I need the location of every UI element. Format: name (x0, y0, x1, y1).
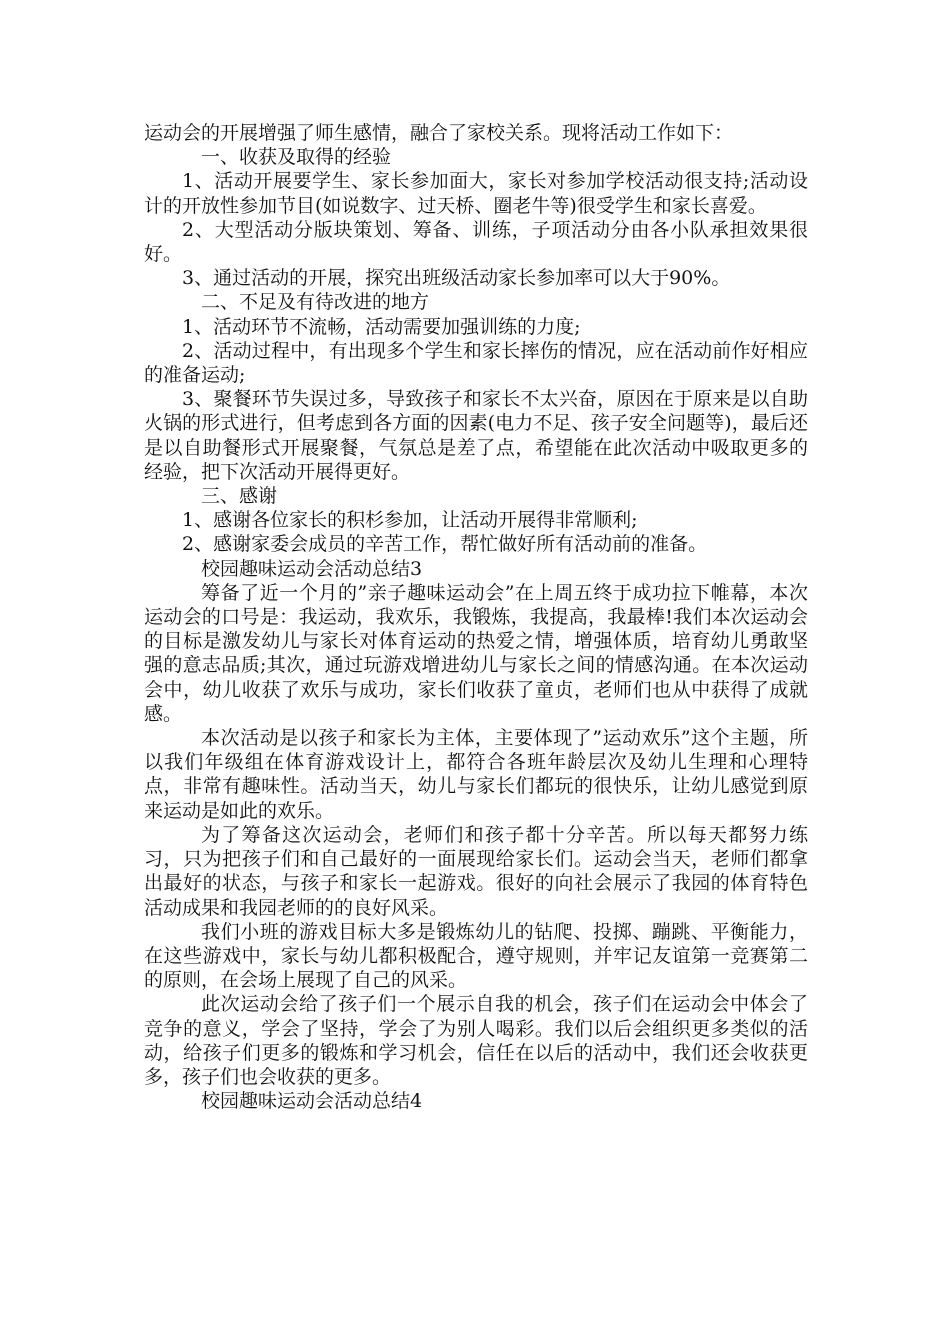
paragraph-summary-2: 本次活动是以孩子和家长为主体，主要体现了”运动欢乐”这个主题，所以我们年级组在体育游戏设计上，都符合各班年龄层次及幼儿生理和心理特点，非常有趣味性。活动当天，幼儿与家长们都玩的很快乐，让幼儿感觉到原来运动是如此的欢乐。 (144, 727, 808, 822)
document-body (144, 121, 808, 1113)
section-heading-shortcomings: 二、不足及有待改进的地方 (201, 291, 430, 314)
article-title-4: 校园趣味运动会活动总结4 (201, 1090, 423, 1113)
article-title-3: 校园趣味运动会活动总结3 (201, 557, 423, 580)
paragraph-gain-3: 3、通过活动的开展，探究出班级活动家长参加率可以大于90%。 (182, 267, 731, 290)
paragraph-gain-2: 2、大型活动分版块策划、筹备、训练，子项活动分由各小队承担效果很好。 (144, 218, 808, 266)
section-heading-gains: 一、收获及取得的经验 (201, 146, 392, 169)
paragraph-intro-end: 运动会的开展增强了师生感情，融合了家校关系。现将活动工作如下： (144, 122, 734, 144)
paragraph-thanks-2: 2、感谢家委会成员的辛苦工作，帮忙做好所有活动前的准备。 (182, 533, 708, 556)
paragraph-summary-4: 我们小班的游戏目标大多是锻炼幼儿的钻爬、投掷、蹦跳、平衡能力，在这些游戏中，家长与幼儿都积极配合，遵守规则，并牢记友谊第一竞赛第二的原则，在会场上展现了自己的风采。 (144, 920, 808, 992)
paragraph-thanks-1: 1、感谢各位家长的积杉参加，让活动开展得非常顺利; (182, 509, 638, 532)
section-heading-thanks: 三、感谢 (201, 485, 278, 508)
paragraph-shortcoming-1: 1、活动环节不流畅，活动需要加强训练的力度; (182, 315, 581, 338)
paragraph-gain-1: 1、活动开展要学生、家长参加面大，家长对参加学校活动很支持;活动设计的开放性参加节目(如说数字、过天桥、圈老牛等)很受学生和家长喜爱。 (144, 170, 808, 217)
paragraph-summary-3: 为了筹备这次运动会，老师们和孩子都十分辛苦。所以每天都努力练习，只为把孩子们和自己最好的一面展现给家长们。运动会当天，老师们都拿出最好的状态，与孩子和家长一起游戏。很好的向社会展示了我园的体育特色活动成果和我园老师的的良好风采。 (144, 823, 808, 919)
paragraph-summary-1: 筹备了近一个月的”亲子趣味运动会”在上周五终于成功拉下帷幕，本次运动会的口号是：我运动，我欢乐，我锻炼，我提高，我最棒!我们本次运动会的目标是激发幼儿与家长对体育运动的热爱之情，增强体质，培育幼儿勇敢坚强的意志品质;其次，通过玩游戏增进幼儿与家长之间的情感沟通。在本次运动会中，幼儿收获了欢乐与成功，家长们收获了童贞，老师们也从中获得了成就感。 (144, 581, 808, 725)
paragraph-shortcoming-3: 3、聚餐环节失误过多，导致孩子和家长不太兴奋，原因在于原来是以自助火锅的形式进行，但考虑到各方面的因素(电力不足、孩子安全问题等)，最后还是以自助餐形式开展聚餐，气氛总是差了点，希望能在此次活动中吸取更多的经验，把下次活动开展得更好。 (144, 388, 808, 483)
paragraph-summary-5: 此次运动会给了孩子们一个展示自我的机会，孩子们在运动会中体会了竞争的意义，学会了坚持，学会了为别人喝彩。我们以后会组织更多类似的活动，给孩子们更多的锻炼和学习机会，信任在以后的活动中，我们还会收获更多，孩子们也会收获的更多。 (144, 993, 808, 1088)
paragraph-shortcoming-2: 2、活动过程中，有出现多个学生和家长摔伤的情况，应在活动前作好相应的准备运动; (144, 339, 808, 387)
